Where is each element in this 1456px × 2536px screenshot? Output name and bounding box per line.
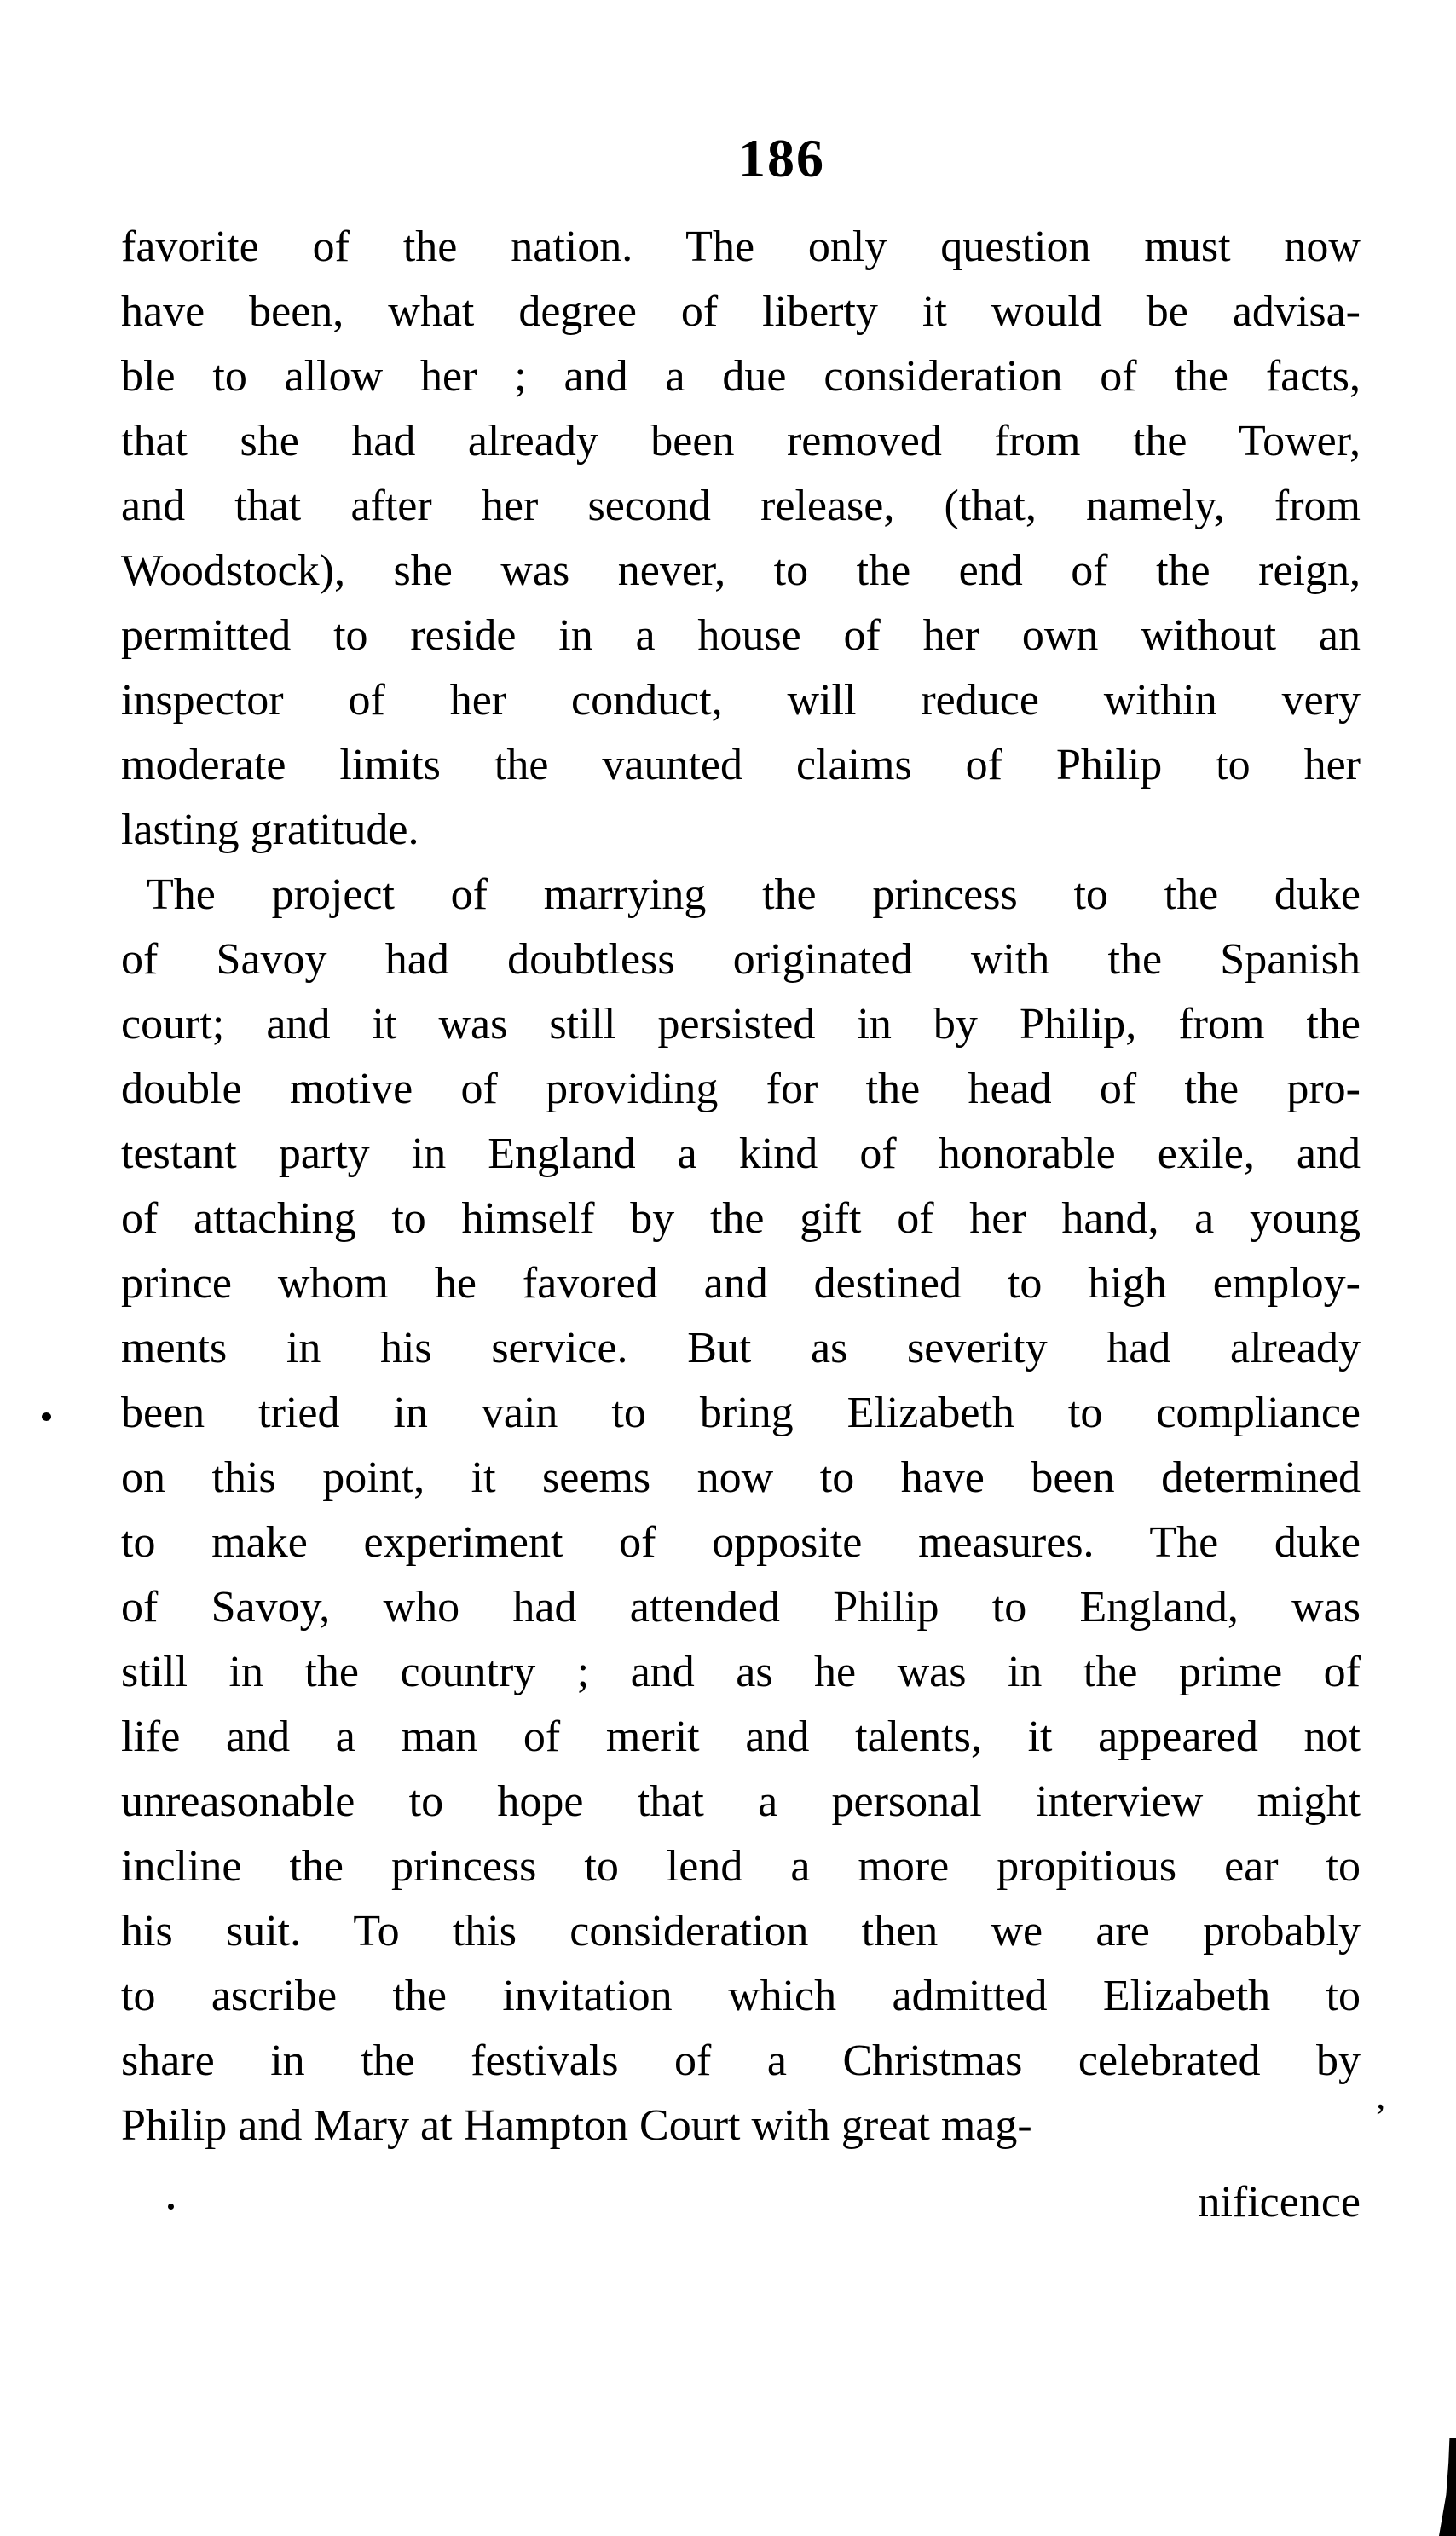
catchword: nificence bbox=[1198, 2178, 1361, 2227]
text-line: on this point, it seems now to have been determined bbox=[121, 1453, 1361, 1502]
text-line: Woodstock), she was never, to the end of the reign, bbox=[121, 546, 1361, 595]
text-line: favorite of the nation. The only question must now bbox=[121, 222, 1361, 271]
text-line: prince whom he favored and destined to high employ- bbox=[121, 1259, 1361, 1308]
text-line: testant party in England a kind of honorable exile, and bbox=[121, 1129, 1361, 1178]
text-line: and that after her second release, (that, namely, from bbox=[121, 482, 1361, 530]
text-line: ble to allow her ; and a due consideration of the facts, bbox=[121, 352, 1361, 401]
text-line: of attaching to himself by the gift of her hand, a young bbox=[121, 1194, 1361, 1243]
text-line: permitted to reside in a house of her own without an bbox=[121, 611, 1361, 660]
text-line: of Savoy had doubtless originated with the Spanish bbox=[121, 935, 1361, 984]
text-line: still in the country ; and as he was in the prime of bbox=[121, 1648, 1361, 1696]
text-line: The project of marrying the princess to the duke bbox=[147, 870, 1361, 919]
text-line: inspector of her conduct, will reduce within very bbox=[121, 676, 1361, 725]
text-line: been tried in vain to bring Elizabeth to compliance bbox=[121, 1389, 1361, 1437]
text-line: his suit. To this consideration then we are probably bbox=[121, 1907, 1361, 1955]
text-line: of Savoy, who had attended Philip to England, was bbox=[121, 1583, 1361, 1632]
paragraphs bbox=[121, 215, 1361, 2158]
text-line: ments in his service. But as severity had already bbox=[121, 1324, 1361, 1372]
paragraph-2 bbox=[121, 863, 1361, 2158]
text-line: unreasonable to hope that a personal interview might bbox=[121, 1777, 1361, 1826]
text-line: share in the festivals of a Christmas celebrated by bbox=[121, 2036, 1361, 2085]
text-line: lasting gratitude. bbox=[121, 806, 419, 854]
page-edge-artifact bbox=[1439, 2438, 1456, 2536]
text-line: life and a man of merit and talents, it appeared not bbox=[121, 1713, 1361, 1761]
text-line: to make experiment of opposite measures. The duke bbox=[121, 1518, 1361, 1567]
page-number: 186 bbox=[738, 128, 825, 188]
text-block bbox=[121, 215, 1361, 2235]
text-line: moderate limits the vaunted claims of Philip to her bbox=[121, 741, 1361, 789]
text-line: have been, what degree of liberty it would be advisa- bbox=[121, 287, 1361, 336]
text-line: double motive of providing for the head of the pro- bbox=[121, 1065, 1361, 1113]
ink-dot-near-catchword bbox=[168, 2204, 174, 2210]
paragraph-1 bbox=[121, 215, 1361, 863]
text-line: court; and it was still persisted in by Philip, from the bbox=[121, 1000, 1361, 1048]
ink-dot-left-margin bbox=[42, 1412, 51, 1421]
text-line: that she had already been removed from the Tower, bbox=[121, 417, 1361, 465]
text-line: incline the princess to lend a more propitious ear to bbox=[121, 1842, 1361, 1891]
text-line: to ascribe the invitation which admitted Elizabeth to bbox=[121, 1972, 1361, 2020]
stray-apostrophe-mark: ’ bbox=[1374, 2096, 1387, 2138]
text-line: Philip and Mary at Hampton Court with great mag- bbox=[121, 2101, 1032, 2150]
